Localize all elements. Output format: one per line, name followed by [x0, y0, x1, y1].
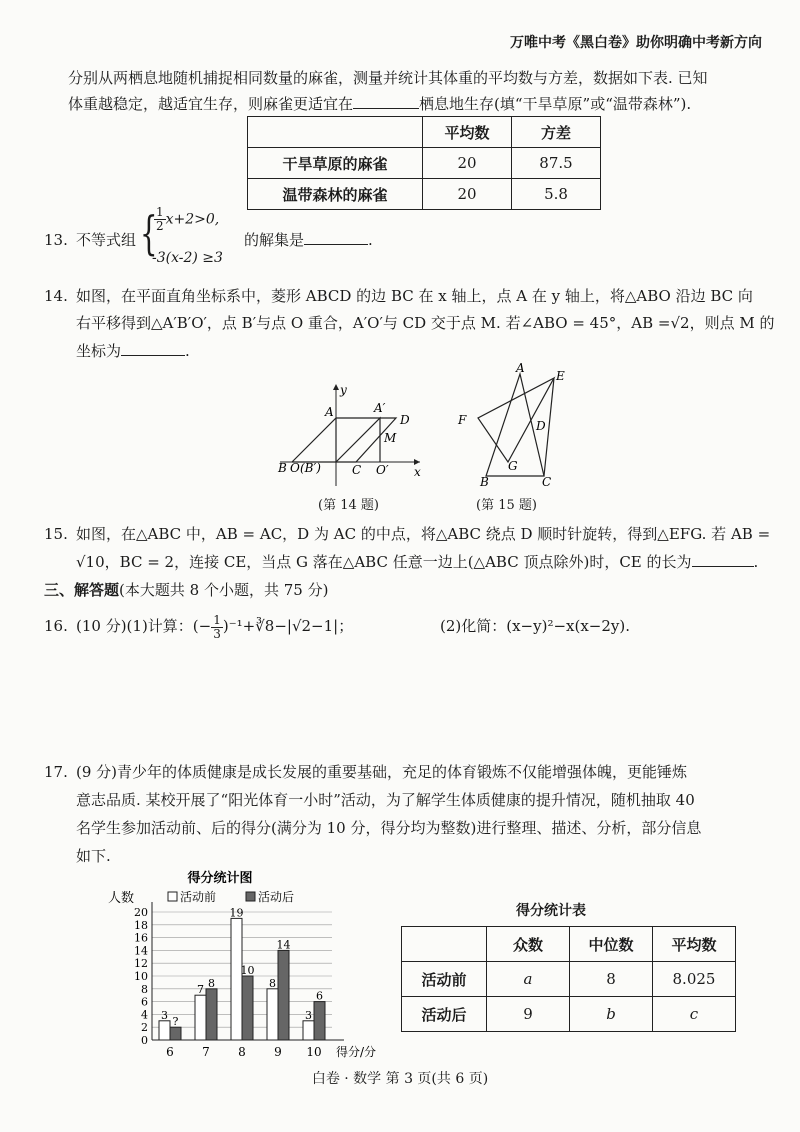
section-3-title: 三、解答题	[44, 581, 120, 599]
q14-caption: (第 14 题)	[318, 498, 379, 513]
label-d: D	[536, 419, 546, 433]
q16-part1: (10 分)(1)计算：(− $\frac{1}{3}$ )⁻¹+∛8−|√2−1|；	[76, 612, 354, 641]
label-e: E	[556, 369, 565, 383]
q12-text-before-blank: 体重越稳定，越适宜生存，则麻雀更适宜在	[68, 95, 354, 113]
table-row	[248, 179, 601, 210]
q12-table	[247, 116, 601, 210]
bar	[206, 989, 217, 1040]
q17-table-title: 得分统计表	[516, 903, 586, 919]
label-m: M	[384, 431, 397, 445]
bar	[159, 1021, 170, 1040]
q13-suffix: 的解集是 .	[244, 231, 373, 249]
q17-text-line2: 意志品质. 某校开展了“阳光体育一小时”活动，为了解学生体质健康的提升情况，随机抽取 40	[76, 791, 695, 809]
q16-fraction: $\frac{1}{3}$	[213, 612, 221, 641]
table-cell: b	[570, 997, 653, 1032]
y-tick-label: 20	[134, 906, 148, 919]
label-ap: A′	[374, 401, 386, 415]
translated-triangle	[336, 418, 380, 462]
table-header-cell: 中位数	[570, 927, 653, 962]
table-row-label: 温带森林的麻雀	[248, 179, 423, 210]
q14-figure	[270, 380, 430, 490]
q17-text-line3: 名学生参加活动前、后的得分(满分为 10 分，得分均为整数)进行整理、描述、分析，部分信息	[76, 819, 702, 837]
q13-fraction: $\frac{1}{2}$	[156, 205, 164, 233]
q15-text-line1: 如图，在△ABC 中，AB = AC，D 为 AC 的中点，将△ABC 绕点 D 顺时针旋转，得到△EFG. 若 AB =	[76, 525, 771, 543]
data-label: 19	[229, 906, 244, 920]
x-tick-label: 9	[274, 1045, 282, 1059]
x-axis-label: 得分/分	[336, 1045, 377, 1059]
table-header-cell: 平均数	[423, 117, 512, 148]
section-3-note: (本大题共 8 个小题，共 75 分)	[119, 581, 329, 599]
q12-text-line1: 分别从两栖息地随机捕捉相同数量的麻雀，测量并统计其体重的平均数与方差，数据如下表. 已知	[68, 69, 708, 87]
q13-inequality-1: $\frac{1}{2}$ x+2>0,	[156, 205, 220, 233]
label-b: B	[278, 461, 287, 475]
q13-brace: {	[140, 206, 158, 260]
table-row	[402, 997, 736, 1032]
legend-swatch	[168, 892, 177, 901]
x-tick-label: 8	[238, 1045, 246, 1059]
label-op: O′	[376, 463, 389, 477]
table-cell: 8	[570, 962, 653, 997]
q15-caption: (第 15 题)	[476, 498, 537, 513]
data-label: ?	[172, 1015, 179, 1029]
table-header-cell: 众数	[487, 927, 570, 962]
data-label: 3	[305, 1008, 312, 1022]
q17-table	[401, 926, 736, 1032]
bar	[267, 989, 278, 1040]
x-tick-label: 6	[166, 1045, 174, 1059]
label-bp: (B′)	[300, 461, 321, 475]
label-c: C	[542, 475, 552, 489]
q17-number: 17.	[44, 763, 68, 781]
bar	[314, 1002, 325, 1040]
q12-text-line2	[68, 90, 768, 118]
table-header-cell: 方差	[512, 117, 601, 148]
table-cell: 20	[423, 179, 512, 210]
y-tick-label: 12	[134, 957, 148, 971]
table-cell: 20	[423, 148, 512, 179]
y-tick-label: 16	[134, 931, 148, 945]
table-header-row	[402, 927, 736, 962]
label-x: x	[414, 465, 421, 479]
table-row-label: 干旱草原的麻雀	[248, 148, 423, 179]
label-b: B	[480, 475, 489, 489]
data-label: 14	[276, 938, 291, 952]
q13-inequality-2: -3(x-2) ≥3	[152, 250, 223, 266]
q14-answer-blank	[121, 341, 185, 356]
data-label: 3	[161, 1008, 168, 1022]
label-y: y	[340, 383, 347, 397]
bar	[195, 995, 206, 1040]
label-f: F	[458, 413, 467, 427]
q15-text-line2: √10，BC = 2，连接 CE，当点 G 落在△ABC 任意一边上(△ABC 顶点除外)时，CE 的长为 .	[76, 553, 759, 571]
chart-title: 得分统计图	[187, 871, 253, 886]
q16-number: 16.	[44, 617, 68, 635]
q12-answer-blank	[353, 94, 419, 109]
q15-number: 15.	[44, 525, 68, 543]
y-axis-label: 人数	[108, 891, 135, 906]
q17-text-line1: (9 分)青少年的体质健康是成长发展的重要基础，充足的体育锻炼不仅能增强体魄，更能锤炼	[76, 763, 688, 781]
bar	[303, 1021, 314, 1040]
table-cell: c	[653, 997, 736, 1032]
label-g: G	[508, 459, 518, 473]
data-label: 8	[269, 976, 276, 990]
q14-text-line2: 右平移得到△A′B′O′，点 B′与点 O 重合，A′O′与 CD 交于点 M. 若∠ABO = 45°，AB =√2，则点 M 的	[76, 314, 775, 332]
data-label: 6	[316, 989, 323, 1003]
data-label: 8	[208, 976, 215, 990]
y-tick-label: 2	[141, 1021, 148, 1035]
x-tick-label: 10	[306, 1045, 322, 1059]
label-o: O	[290, 461, 300, 475]
table-header-row	[248, 117, 601, 148]
bar	[242, 976, 253, 1040]
y-tick-label: 10	[134, 970, 148, 983]
y-tick-label: 18	[134, 918, 148, 932]
q15-answer-blank	[692, 552, 754, 567]
y-tick-label: 14	[134, 944, 148, 958]
page-header: 万唯中考《黑白卷》助你明确中考新方向	[510, 35, 762, 51]
table-cell: 87.5	[512, 148, 601, 179]
table-row	[248, 148, 601, 179]
data-label: 7	[197, 983, 204, 997]
label-c: C	[352, 463, 362, 477]
table-cell	[248, 117, 423, 148]
label-a: A	[325, 405, 334, 419]
table-row-label: 活动后	[402, 997, 487, 1032]
table-row-label: 活动前	[402, 962, 487, 997]
q15-figure	[448, 362, 578, 492]
q14-text-line3: 坐标为 .	[76, 342, 190, 360]
q14-number: 14.	[44, 287, 68, 305]
y-tick-label: 4	[141, 1008, 148, 1022]
legend-label: 活动后	[258, 890, 295, 904]
table-cell: 9	[487, 997, 570, 1032]
table-cell: 5.8	[512, 179, 601, 210]
bar	[170, 1027, 181, 1040]
y-axis-arrow	[333, 384, 339, 390]
table-row	[402, 962, 736, 997]
label-a: A	[516, 361, 525, 375]
bar	[231, 918, 242, 1040]
data-label: 10	[240, 964, 255, 977]
table-header-cell: 平均数	[653, 927, 736, 962]
page-footer: 白卷 · 数学 第 3 页(共 6 页)	[311, 1071, 489, 1087]
y-tick-label: 6	[141, 995, 148, 1009]
label-d: D	[400, 413, 410, 427]
q13-number: 13.	[44, 231, 68, 249]
table-cell	[402, 927, 487, 962]
q12-text-after-blank: 栖息地生存(填“干旱草原”或“温带森林”).	[419, 95, 692, 113]
legend-label: 活动前	[180, 890, 217, 904]
q17-text-line4: 如下.	[76, 847, 111, 865]
bar	[278, 950, 289, 1040]
legend-swatch	[246, 892, 255, 901]
q13-prefix: 不等式组	[76, 231, 137, 249]
x-tick-label: 7	[202, 1045, 210, 1059]
q16-part2: (2)化简：(x−y)²−x(x−2y).	[440, 617, 631, 635]
score-bar-chart	[100, 868, 377, 1059]
y-tick-label: 0	[141, 1034, 148, 1047]
q13-answer-blank	[304, 230, 368, 245]
table-cell: 8.025	[653, 962, 736, 997]
table-cell: a	[487, 962, 570, 997]
y-tick-label: 8	[141, 982, 148, 996]
q14-text-line1: 如图，在平面直角坐标系中，菱形 ABCD 的边 BC 在 x 轴上，点 A 在 y 轴上，将△ABO 沿边 BC 向	[76, 287, 753, 305]
section-3-heading	[44, 576, 328, 604]
